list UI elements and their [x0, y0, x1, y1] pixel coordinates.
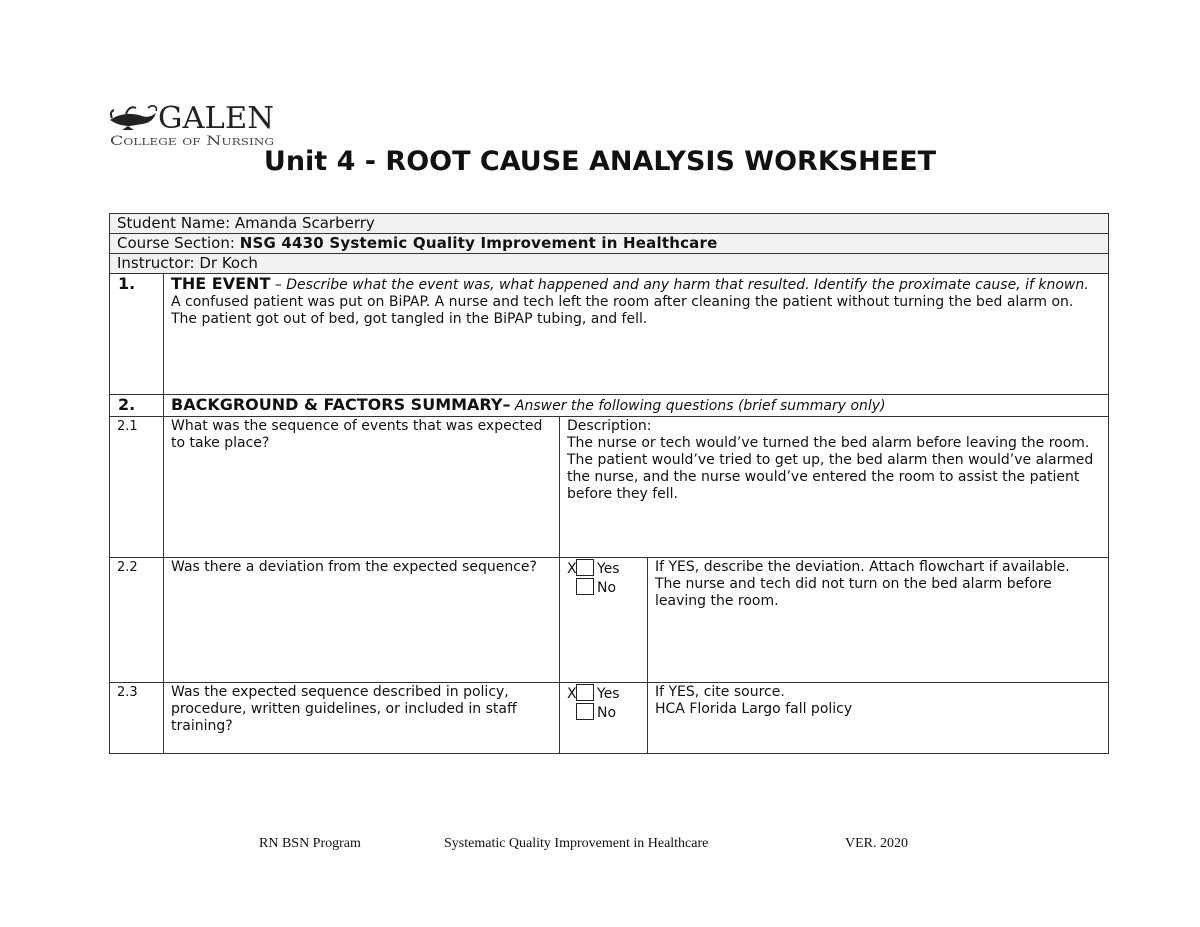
footer-program: RN BSN Program	[259, 836, 361, 851]
row-2-1-answer: The nurse or tech would’ve turned the bed alarm before leaving the room. The patient would’ve tried to get up, the bed alarm then would’ve alarmed the nurse, and the nurse would’ve entered the room to assist the patient before they fell.	[567, 435, 1094, 502]
section2-header-row	[110, 395, 1109, 417]
checked-mark: X	[567, 686, 577, 702]
instructor-label: Instructor:	[117, 254, 195, 272]
instructor-name: Dr Koch	[199, 254, 258, 272]
row-2-3-options	[560, 683, 648, 754]
row-2-1-answer-cell[interactable]	[560, 417, 1109, 558]
row-2-3-question: Was the expected sequence described in policy, procedure, written guidelines, or included in staff training?	[164, 683, 560, 754]
row-2-1-number: 2.1	[110, 417, 164, 558]
row-2-1-desc-label: Description:	[567, 418, 652, 434]
row-2-3-answer: HCA Florida Largo fall policy	[655, 701, 853, 717]
instructor-row	[110, 254, 1109, 274]
row-2-3-prompt: If YES, cite source.	[655, 684, 785, 700]
section1-row	[110, 274, 1109, 395]
course-value: NSG 4430 Systemic Quality Improvement in Healthcare	[239, 234, 718, 252]
row-2-2-question: Was there a deviation from the expected sequence?	[164, 558, 560, 683]
section2-number: 2.	[110, 395, 164, 417]
yes-label: Yes	[597, 561, 620, 577]
worksheet-table	[109, 213, 1109, 754]
section2-description: Answer the following questions (brief summary only)	[510, 398, 886, 414]
section2-title: BACKGROUND & FACTORS SUMMARY–	[171, 395, 511, 414]
yes-option[interactable]	[567, 559, 640, 578]
row-2-2-options	[560, 558, 648, 683]
yes-option[interactable]	[567, 684, 640, 703]
section1-number: 1.	[110, 274, 164, 395]
course-row	[110, 234, 1109, 254]
footer-course: Systematic Quality Improvement in Healthcare	[444, 836, 709, 851]
yes-checkbox[interactable]	[576, 559, 594, 576]
footer-version: VER. 2020	[845, 836, 908, 851]
checked-mark: X	[567, 561, 577, 577]
logo-brand-text: GALEN	[158, 101, 274, 136]
student-name-field[interactable]	[110, 214, 1109, 234]
row-2-1	[110, 417, 1109, 558]
no-option[interactable]	[567, 578, 640, 597]
student-label: Student Name:	[117, 214, 231, 232]
row-2-3-answer-cell[interactable]	[648, 683, 1109, 754]
no-option[interactable]	[567, 703, 640, 722]
yes-label: Yes	[597, 686, 620, 702]
row-2-3	[110, 683, 1109, 754]
row-2-2-answer-cell[interactable]	[648, 558, 1109, 683]
row-2-2-answer: The nurse and tech did not turn on the bed alarm before leaving the room.	[655, 576, 1052, 609]
logo-subtitle-text: College of Nursing	[110, 134, 274, 148]
yes-checkbox[interactable]	[576, 684, 594, 701]
section2-header-cell	[164, 395, 1109, 417]
course-label: Course Section:	[117, 234, 235, 252]
row-2-2-prompt: If YES, describe the deviation. Attach flowchart if available.	[655, 559, 1070, 575]
section1-title: THE EVENT	[171, 274, 271, 293]
instructor-field[interactable]	[110, 254, 1109, 274]
row-2-3-number: 2.3	[110, 683, 164, 754]
no-label: No	[597, 580, 617, 596]
student-name: Amanda Scarberry	[234, 214, 375, 232]
no-checkbox[interactable]	[576, 703, 594, 720]
lamp-icon	[108, 96, 278, 148]
no-label: No	[597, 705, 617, 721]
row-2-2	[110, 558, 1109, 683]
no-checkbox[interactable]	[576, 578, 594, 595]
galen-logo	[108, 96, 278, 148]
section1-answer: A confused patient was put on BiPAP. A nurse and tech left the room after cleaning the patient without turning the bed alarm on. The patient got out of bed, got tangled in the BiPAP tubing, and fell.	[171, 294, 1074, 327]
section1-dash: –	[270, 277, 287, 293]
section1-description: Describe what the event was, what happened and any harm that resulted. Identify the proximate cause, if known.	[286, 277, 1089, 293]
course-section-field[interactable]	[110, 234, 1109, 254]
row-2-1-question: What was the sequence of events that was expected to take place?	[164, 417, 560, 558]
student-row	[110, 214, 1109, 234]
page-title: Unit 4 - ROOT CAUSE ANALYSIS WORKSHEET	[263, 146, 937, 177]
section1-cell[interactable]	[164, 274, 1109, 395]
row-2-2-number: 2.2	[110, 558, 164, 683]
